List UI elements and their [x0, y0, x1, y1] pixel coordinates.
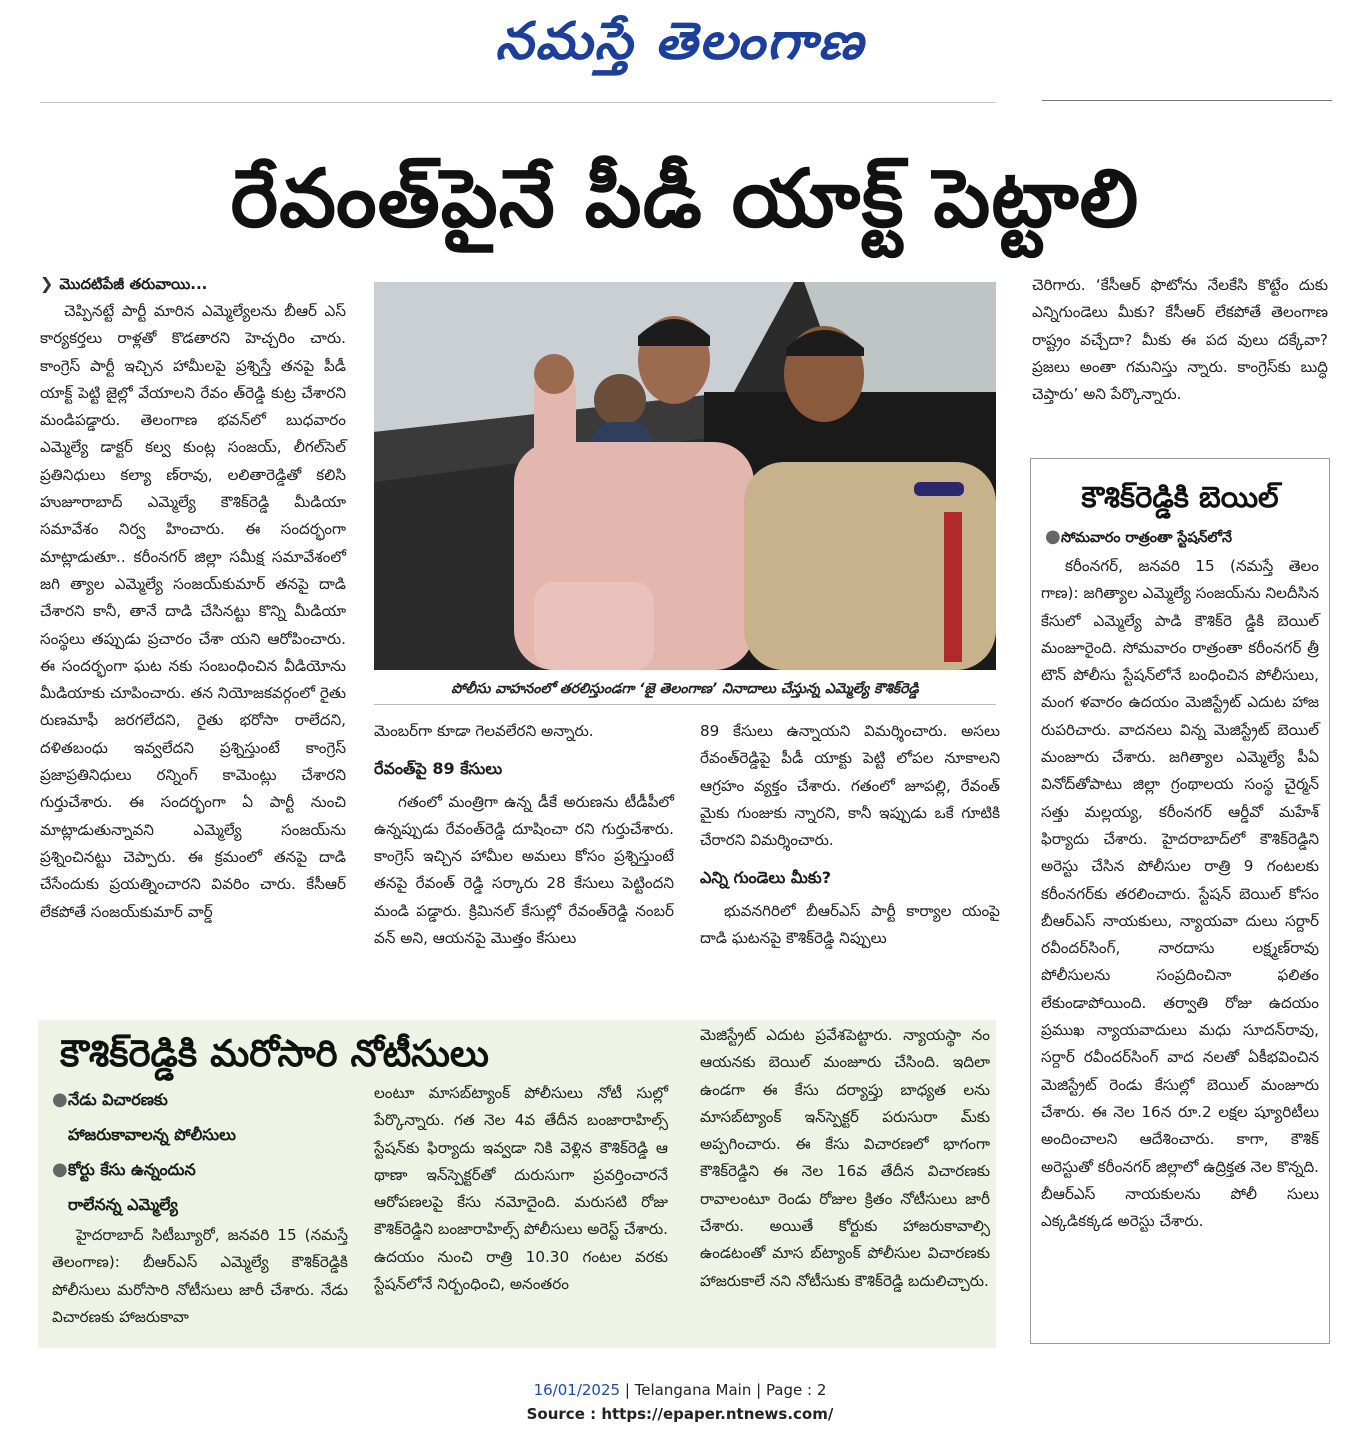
sidebar-article-box: [1030, 458, 1330, 1344]
bullet-icon: ●: [1045, 526, 1061, 547]
paragraph: భువనగిరిలో బీఆర్‌ఎస్‌ పార్టీ కార్యాల యంపై దాడి ఘటనపై కౌశిక్‌రెడ్డి నిప్పులు: [700, 901, 1000, 948]
paragraph: మెంబర్‌గా కూడా గెలవలేరని అన్నారు.: [374, 722, 594, 740]
bullet-icon: ●: [52, 1089, 68, 1110]
top-divider: [40, 102, 996, 103]
kicker: [40, 270, 346, 298]
notice-column-3: [700, 1022, 990, 1295]
bullet-item: [52, 1082, 352, 1117]
bullet-text: సోమవారం రాత్రంతా స్టేషన్‌లోనే: [1061, 530, 1232, 546]
subheading: రేవంత్‌పై 89 కేసులు: [374, 759, 503, 779]
sidebar-article-body: [1041, 553, 1319, 1235]
bullet-text: నేడు విచారణకు: [68, 1090, 168, 1109]
paragraph: చెరిగారు. ‘కేసీఆర్‌ ఫొటోను నేలకేసి కొట్టేం దుకు ఎన్నిగుండెలు మీకు? కేసీఆర్‌ లేకపోతే తెలంగాణ రాష్ట్రం వచ్చేదా? మీకు ఈ పద వులు దక్కేవా? ప్రజలు అంతా గమనిస్తు న్నారు. కాంగ్రెస్‌కు బుద్ధి చెప్తారు’ అని పేర్కొన్నారు.: [1032, 276, 1328, 404]
article-column-2: [374, 718, 674, 952]
article-column-1: [40, 270, 346, 926]
notice-bullets: [52, 1082, 352, 1222]
paragraph: గతంలో మంత్రిగా ఉన్న డీకే అరుణను టీడీపీలో ఉన్నప్పుడు రేవంత్‌రెడ్డి దూషించా రని గుర్తుచేశారు. కాంగ్రెస్‌ ఇచ్చిన హామీల అమలు కోసం ప్రశ్నిస్తుంటే తనపై రేవంత్‌ రెడ్డి సర్కారు 28 కేసులు పెట్టిందని మండి పడ్డారు. క్రిమినల్‌ కేసుల్లో రేవంత్‌రెడ్డి నంబర్‌ వన్‌ అని, ఆయనపై మొత్తం కేసులు: [374, 792, 674, 948]
article-column-4: [1032, 272, 1328, 408]
article-column-3: [700, 718, 1000, 952]
kicker-text: మొదటిపేజీ తరువాయి...: [59, 275, 208, 293]
notice-article-title: కౌశిక్‌రెడ్డికి మరోసారి నోటీసులు: [60, 1032, 489, 1075]
subheading: ఎన్ని గుండెలు మీకు?: [700, 868, 831, 888]
bullet-item-cont: [52, 1117, 352, 1152]
sidebar-article-title: కౌశిక్‌రెడ్డికి బెయిల్‌: [1081, 480, 1279, 514]
bullet-item-cont: [52, 1187, 352, 1222]
bullet-text: కోర్టు కేసు ఉన్నందున: [68, 1160, 196, 1179]
page-footer: [0, 1378, 1360, 1426]
chevron-right-icon: ❯: [40, 274, 54, 293]
paragraph: కరీంనగర్‌, జనవరి 15 (నమస్తే తెలం గాణ): జగిత్యాల ఎమ్మెల్యే సంజయ్‌ను నిలదీసిన కేసులో ఎమ్మెల్యే పాడి కౌశిక్‌రె డ్డికి బెయిల్‌ మంజూరైంది. సోమవారం రాత్రంతా కరీంనగర్‌ త్రీ టౌన్‌ పోలీసు స్టేషన్‌లోనే బంధించిన పోలీసులు, మంగ ళవారం ఉదయం మెజిస్ట్రేట్‌ ఎదుట హాజ రుపరిచారు. వాదనలు విన్న మెజిస్ట్రేట్‌ బెయిల్‌ మంజూరు చేశారు. జగిత్యాల ఎమ్మెల్యే పీఏ వినోద్‌తోపాటు జిల్లా గ్రంథాలయ సంస్థ చైర్మన్‌ సత్తు మల్లయ్య, కరీంనగర్‌ ఆర్డీవో మహేశ్‌ ఫిర్యాదు చేశారు. హైదరాబాద్‌లో కౌశిక్‌రెడ్డిని అరెస్టు చేసిన పోలీసుల రాత్రి 9 గంటలకు కరీంనగర్‌కు తరలించారు. స్టేషన్‌ బెయిల్‌ కోసం బీఆర్‌ఎస్‌ నాయకులు, న్యాయవా దులు సర్దార్‌ రవీందర్‌సింగ్‌, నారదాసు లక్ష్మణ్‌రావు పోలీసులను సంప్రదించినా ఫలితం లేకుండాపోయింది. తర్వాతి రోజు ఉదయం ప్రముఖ న్యాయవాదులు మధు సూదన్‌రావు, సర్దార్‌ రవీందర్‌సింగ్‌ వాద నలతో ఏకీభవించిన మెజిస్ట్రేట్‌ రెండు కేసుల్లో బెయిల్‌ మంజూరు చేశారు. ఈ నెల 16న రూ.2 లక్షల ష్యూరిటీలు అందించాలని ఆదేశించారు. కాగా, కౌశిక్‌ అరెస్టుతో కరీంనగర్‌ జిల్లాలో ఉద్రిక్తత నెల కొన్నది. బీఆర్‌ఎస్‌ నాయకులను పోలీ సులు ఎక్కడికక్కడ అరెస్టు చేశారు.: [1041, 557, 1319, 1231]
footer-source[interactable]: Source : https://epaper.ntnews.com/: [526, 1405, 834, 1423]
main-headline: రేవంత్‌పైనే పీడీ యాక్ట్‌ పెట్టాలి: [230, 152, 1140, 245]
bullet-item: [52, 1152, 352, 1187]
paragraph: 89 కేసులు ఉన్నాయని విమర్శించారు. అసలు రేవంత్‌రెడ్డిపై పీడీ యాక్టు పెట్టి లోపల నూకాలని ఆగ్రహం వ్యక్తం చేశారు. గతంలో జూపల్లి, రేవంత్‌ మైకు గుంజుకు న్నారని, కానీ ఇప్పుడు ఒకే గూటికి చేరారని విమర్శించారు.: [700, 722, 1000, 850]
paragraph: లంటూ మాసబ్‌ట్యాంక్‌ పోలీసులు నోటీ సుల్లో పేర్కొన్నారు. గత నెల 4వ తేదీన బంజారాహిల్స్‌ స్టేషన్‌కు ఫిర్యాదు ఇవ్వడా నికి వెళ్లిన కౌశిక్‌రెడ్డి ఆ థాణా ఇన్‌స్పెక్టర్‌తో దురుసుగా ప్రవర్తించారనే ఆరోపణలపై కేసు నమోదైంది. మరుసటి రోజు కౌశిక్‌రెడ్డిని బంజారాహిల్స్‌ పోలీసులు అరెస్ట్‌ చేశారు. ఉదయం నుంచి రాత్రి 10.30 గంటల వరకు స్టేషన్‌లోనే నిర్బంధించి, అనంతరం: [374, 1084, 668, 1294]
top-divider-right: [1042, 100, 1332, 101]
photo-caption: పోలీసు వాహనంలో తరలిస్తుండగా ‘జై తెలంగాణ’ నినాదాలు చేస్తున్న ఎమ్మెల్యే కౌశిక్‌రెడ్డి: [374, 673, 996, 705]
news-photo: [374, 282, 996, 670]
bullet-text: హాజరుకావాలన్న పోలీసులు: [68, 1125, 236, 1144]
sidebar-article-bullet: [1045, 527, 1325, 548]
bullet-icon: ●: [52, 1159, 68, 1180]
paragraph: మెజిస్ట్రేట్‌ ఎదుట ప్రవేశపెట్టారు. న్యాయస్థా నం ఆయనకు బెయిల్‌ మంజూరు చేసింది. ఇదిలా ఉండగా ఈ కేసు దర్యాప్తు బాధ్యత లను మాసబ్‌ట్యాంక్‌ ఇన్‌స్పెక్టర్‌ పరుసురా మ్‌కు అప్పగించారు. ఈ కేసు విచారణలో భాగంగా కౌశిక్‌రెడ్డిని ఈ నెల 16వ తేదీన విచారణకు రావాలంటూ రెండు రోజుల క్రితం నోటీసులు జారీ చేశారు. అయితే కోర్టుకు హాజరుకావాల్సి ఉండటంతో మాస బ్‌ట్యాంక్‌ పోలీసుల విచారణకు హాజరుకాలే నని నోటీసుకు కౌశిక్‌రెడ్డి బదులిచ్చారు.: [700, 1026, 990, 1290]
notice-column-1: [52, 1222, 348, 1331]
footer-edition: | Telangana Main | Page : 2: [620, 1381, 827, 1399]
paragraph: హైదరాబాద్‌ సిటీబ్యూరో, జనవరి 15 (నమస్తే తెలంగాణ): బీఆర్‌ఎస్‌ ఎమ్మెల్యే కౌశిక్‌రెడ్డికి పోలీసులు మరోసారి నోటీసులు జారీ చేశారు. నేడు విచారణకు హాజరుకావా: [52, 1226, 348, 1326]
photo-illustration: [374, 282, 996, 670]
footer-line-1: [0, 1378, 1360, 1402]
footer-date: 16/01/2025: [533, 1381, 621, 1399]
paragraph: చెప్పినట్టే పార్టీ మారిన ఎమ్మెల్యేలను బీఆర్‌ ఎస్‌ కార్యకర్తలు రాళ్లతో కొడతారని హెచ్చరిం చారు. కాంగ్రెస్‌ పార్టీ ఇచ్చిన హామీలపై ప్రశ్నిస్తే తనపై పీడీ యాక్ట్‌ పెట్టి జైల్లో వేయాలని రేవం త్‌రెడ్డి కుట్ర చేశారని మండిపడ్డారు. తెలంగాణ భవన్‌లో బుధవారం ఎమ్మెల్యే డాక్టర్‌ కల్వ కుంట్ల సంజయ్‌, లీగల్‌సెల్‌ ప్రతినిధులు కల్యా ణ్‌రావు, లలితారెడ్డితో కలిసి హుజూరాబాద్‌ ఎమ్మెల్యే కౌశిక్‌రెడ్డి మీడియా సమావేశం నిర్వ హించారు. ఈ సందర్భంగా మాట్లాడుతూ.. కరీంనగర్‌ జిల్లా సమీక్ష సమావేశంలో జగి త్యాల ఎమ్మెల్యే సంజయ్‌కుమార్‌ తనపై దాడి చేశారని కానీ, తానే దాడి చేసినట్టు కొన్ని మీడియా సంస్థలు తప్పుడు ప్రచారం చేశా యని ఆరోపించారు. ఈ సందర్భంగా ఘట నకు సంబంధించిన వీడియోను మీడియాకు చూపించారు. తన నియోజకవర్గంలో రైతు రుణమాఫీ జరగలేదని, రైతు భరోసా రాలేదని, దళితబంధు ఇవ్వలేదని ప్రశ్నిస్తుంటే కాంగ్రెస్‌ ప్రజాప్రతినిధులు రన్నింగ్‌ కామెంట్లు చేశారని గుర్తుచేశారు. ఈ సందర్భంగా ఏ పార్టీ నుంచి మాట్లాడుతున్నావని ఎమ్మెల్యే సంజయ్‌ను ప్రశ్నించినట్టు చెప్పారు. ఈ క్రమంలో తనపై దాడి చేసేందుకు ప్రయత్నించారని వివరిం చారు. కేసీఆర్‌ లేకపోతే సంజయ్‌కుమార్‌ వార్డ్‌: [40, 302, 346, 921]
masthead-logo: నమస్తే తెలంగాణ: [495, 9, 865, 71]
notice-column-2: [374, 1080, 668, 1298]
bullet-text: రాలేనన్న ఎమ్మెల్యే: [68, 1195, 178, 1214]
